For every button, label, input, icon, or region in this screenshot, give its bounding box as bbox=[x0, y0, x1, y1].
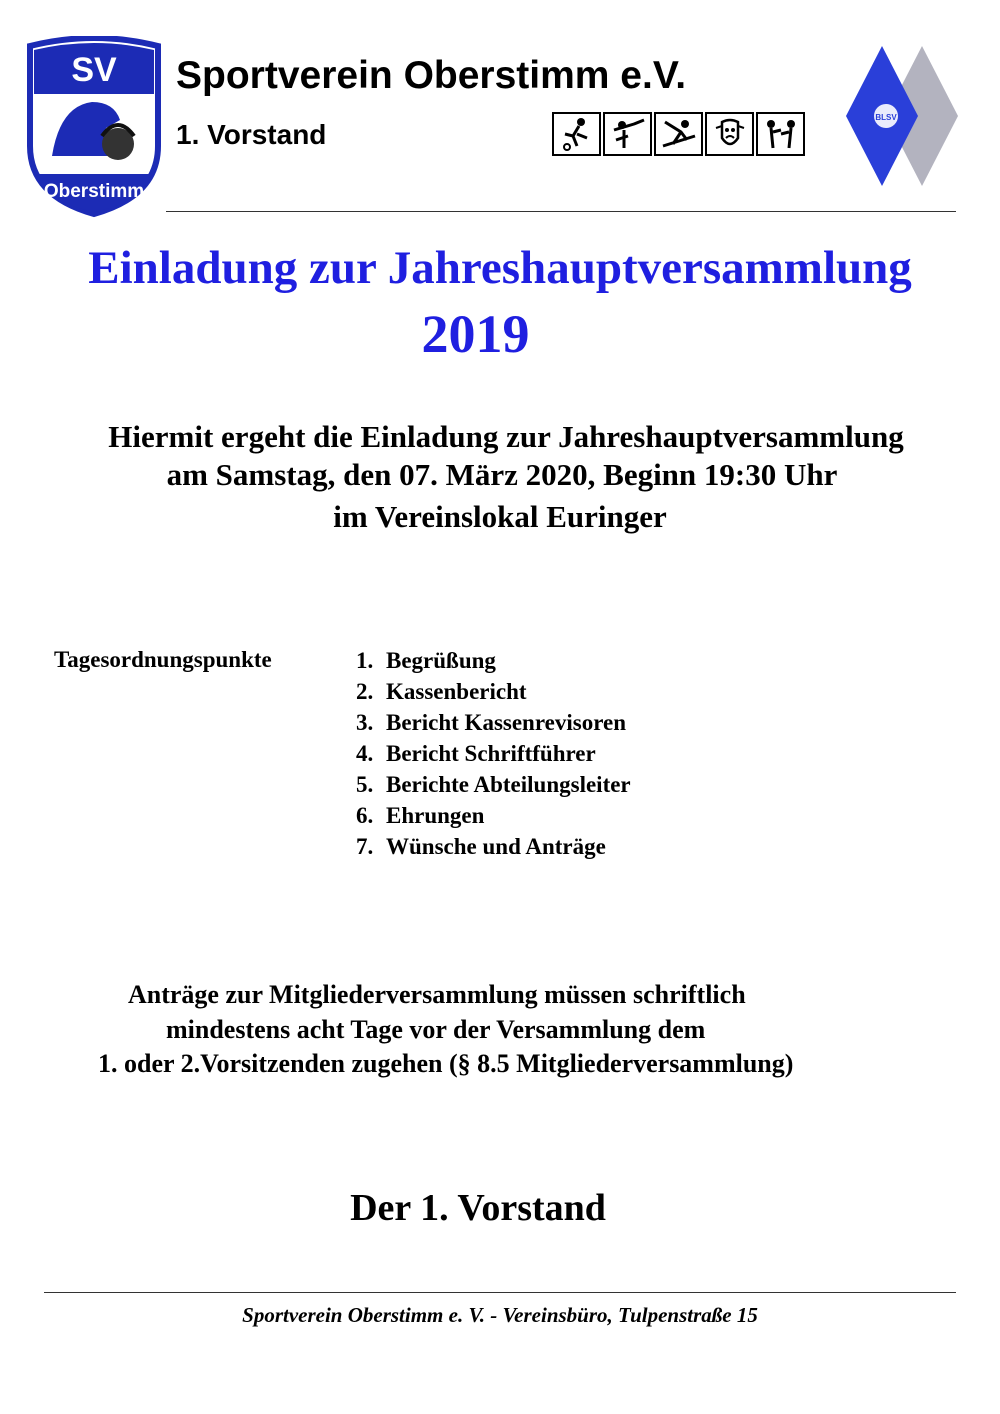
agenda-item-number: 7. bbox=[356, 834, 374, 859]
footer-divider bbox=[44, 1292, 956, 1293]
notice-line: Anträge zur Mitgliederversammlung müssen schriftlich bbox=[128, 980, 746, 1009]
page-title: Einladung zur Jahreshauptversammlung bbox=[88, 242, 912, 294]
footer-address: Sportverein Oberstimm e. V. - Vereinsbüro, Tulpenstraße 15 bbox=[242, 1303, 758, 1327]
agenda-item-number: 3. bbox=[356, 710, 374, 735]
agenda-item bbox=[356, 707, 631, 738]
agenda-item-text: Bericht Schriftführer bbox=[386, 741, 596, 766]
intro-location-line: im Vereinslokal Euringer bbox=[333, 499, 667, 534]
agenda-item-text: Begrüßung bbox=[386, 648, 496, 673]
club-name: Sportverein Oberstimm e.V. bbox=[176, 54, 687, 97]
club-logo bbox=[22, 36, 166, 218]
agenda-item-text: Ehrungen bbox=[386, 803, 485, 828]
agenda-item-number: 5. bbox=[356, 772, 374, 797]
svg-text:BLSV: BLSV bbox=[875, 113, 897, 122]
svg-text:Oberstimm: Oberstimm bbox=[43, 181, 145, 202]
signature: Der 1. Vorstand bbox=[350, 1187, 606, 1229]
agenda-item-text: Wünsche und Anträge bbox=[386, 834, 606, 859]
blsv-logo bbox=[846, 46, 958, 186]
header-divider bbox=[166, 211, 956, 212]
intro-line: Hiermit ergeht die Einladung zur Jahreshauptversammlung bbox=[108, 419, 904, 454]
soccer-icon bbox=[552, 112, 601, 156]
agenda-item bbox=[356, 676, 631, 707]
agenda-item-number: 1. bbox=[356, 648, 374, 673]
agenda-label: Tagesordnungspunkte bbox=[54, 647, 272, 672]
gymnastics-icon bbox=[603, 112, 652, 156]
agenda-item-number: 2. bbox=[356, 679, 374, 704]
notice-line: 1. oder 2.Vorsitzenden zugehen (§ 8.5 Mitgliederversammlung) bbox=[98, 1049, 794, 1078]
sport-icons bbox=[552, 112, 814, 160]
agenda-item-number: 4. bbox=[356, 741, 374, 766]
agenda-item bbox=[356, 831, 631, 862]
skiing-icon bbox=[654, 112, 703, 156]
boxing-icon bbox=[756, 112, 805, 156]
agenda-item-text: Berichte Abteilungsleiter bbox=[386, 772, 631, 797]
subtitle: 1. Vorstand bbox=[176, 119, 327, 150]
agenda-list bbox=[356, 645, 631, 862]
agenda-item bbox=[356, 645, 631, 676]
agenda-item bbox=[356, 769, 631, 800]
title-year: 2019 bbox=[421, 304, 530, 364]
agenda-item-text: Bericht Kassenrevisoren bbox=[386, 710, 626, 735]
agenda-item bbox=[356, 800, 631, 831]
agenda-item-text: Kassenbericht bbox=[386, 679, 527, 704]
intro-date-line: am Samstag, den 07. März 2020, Beginn 19:30 Uhr bbox=[166, 457, 838, 492]
notice-line: mindestens acht Tage vor der Versammlung dem bbox=[166, 1015, 706, 1044]
agenda-item-number: 6. bbox=[356, 803, 374, 828]
theater-mask-icon bbox=[705, 112, 754, 156]
svg-text:SV: SV bbox=[71, 51, 117, 89]
agenda-item bbox=[356, 738, 631, 769]
